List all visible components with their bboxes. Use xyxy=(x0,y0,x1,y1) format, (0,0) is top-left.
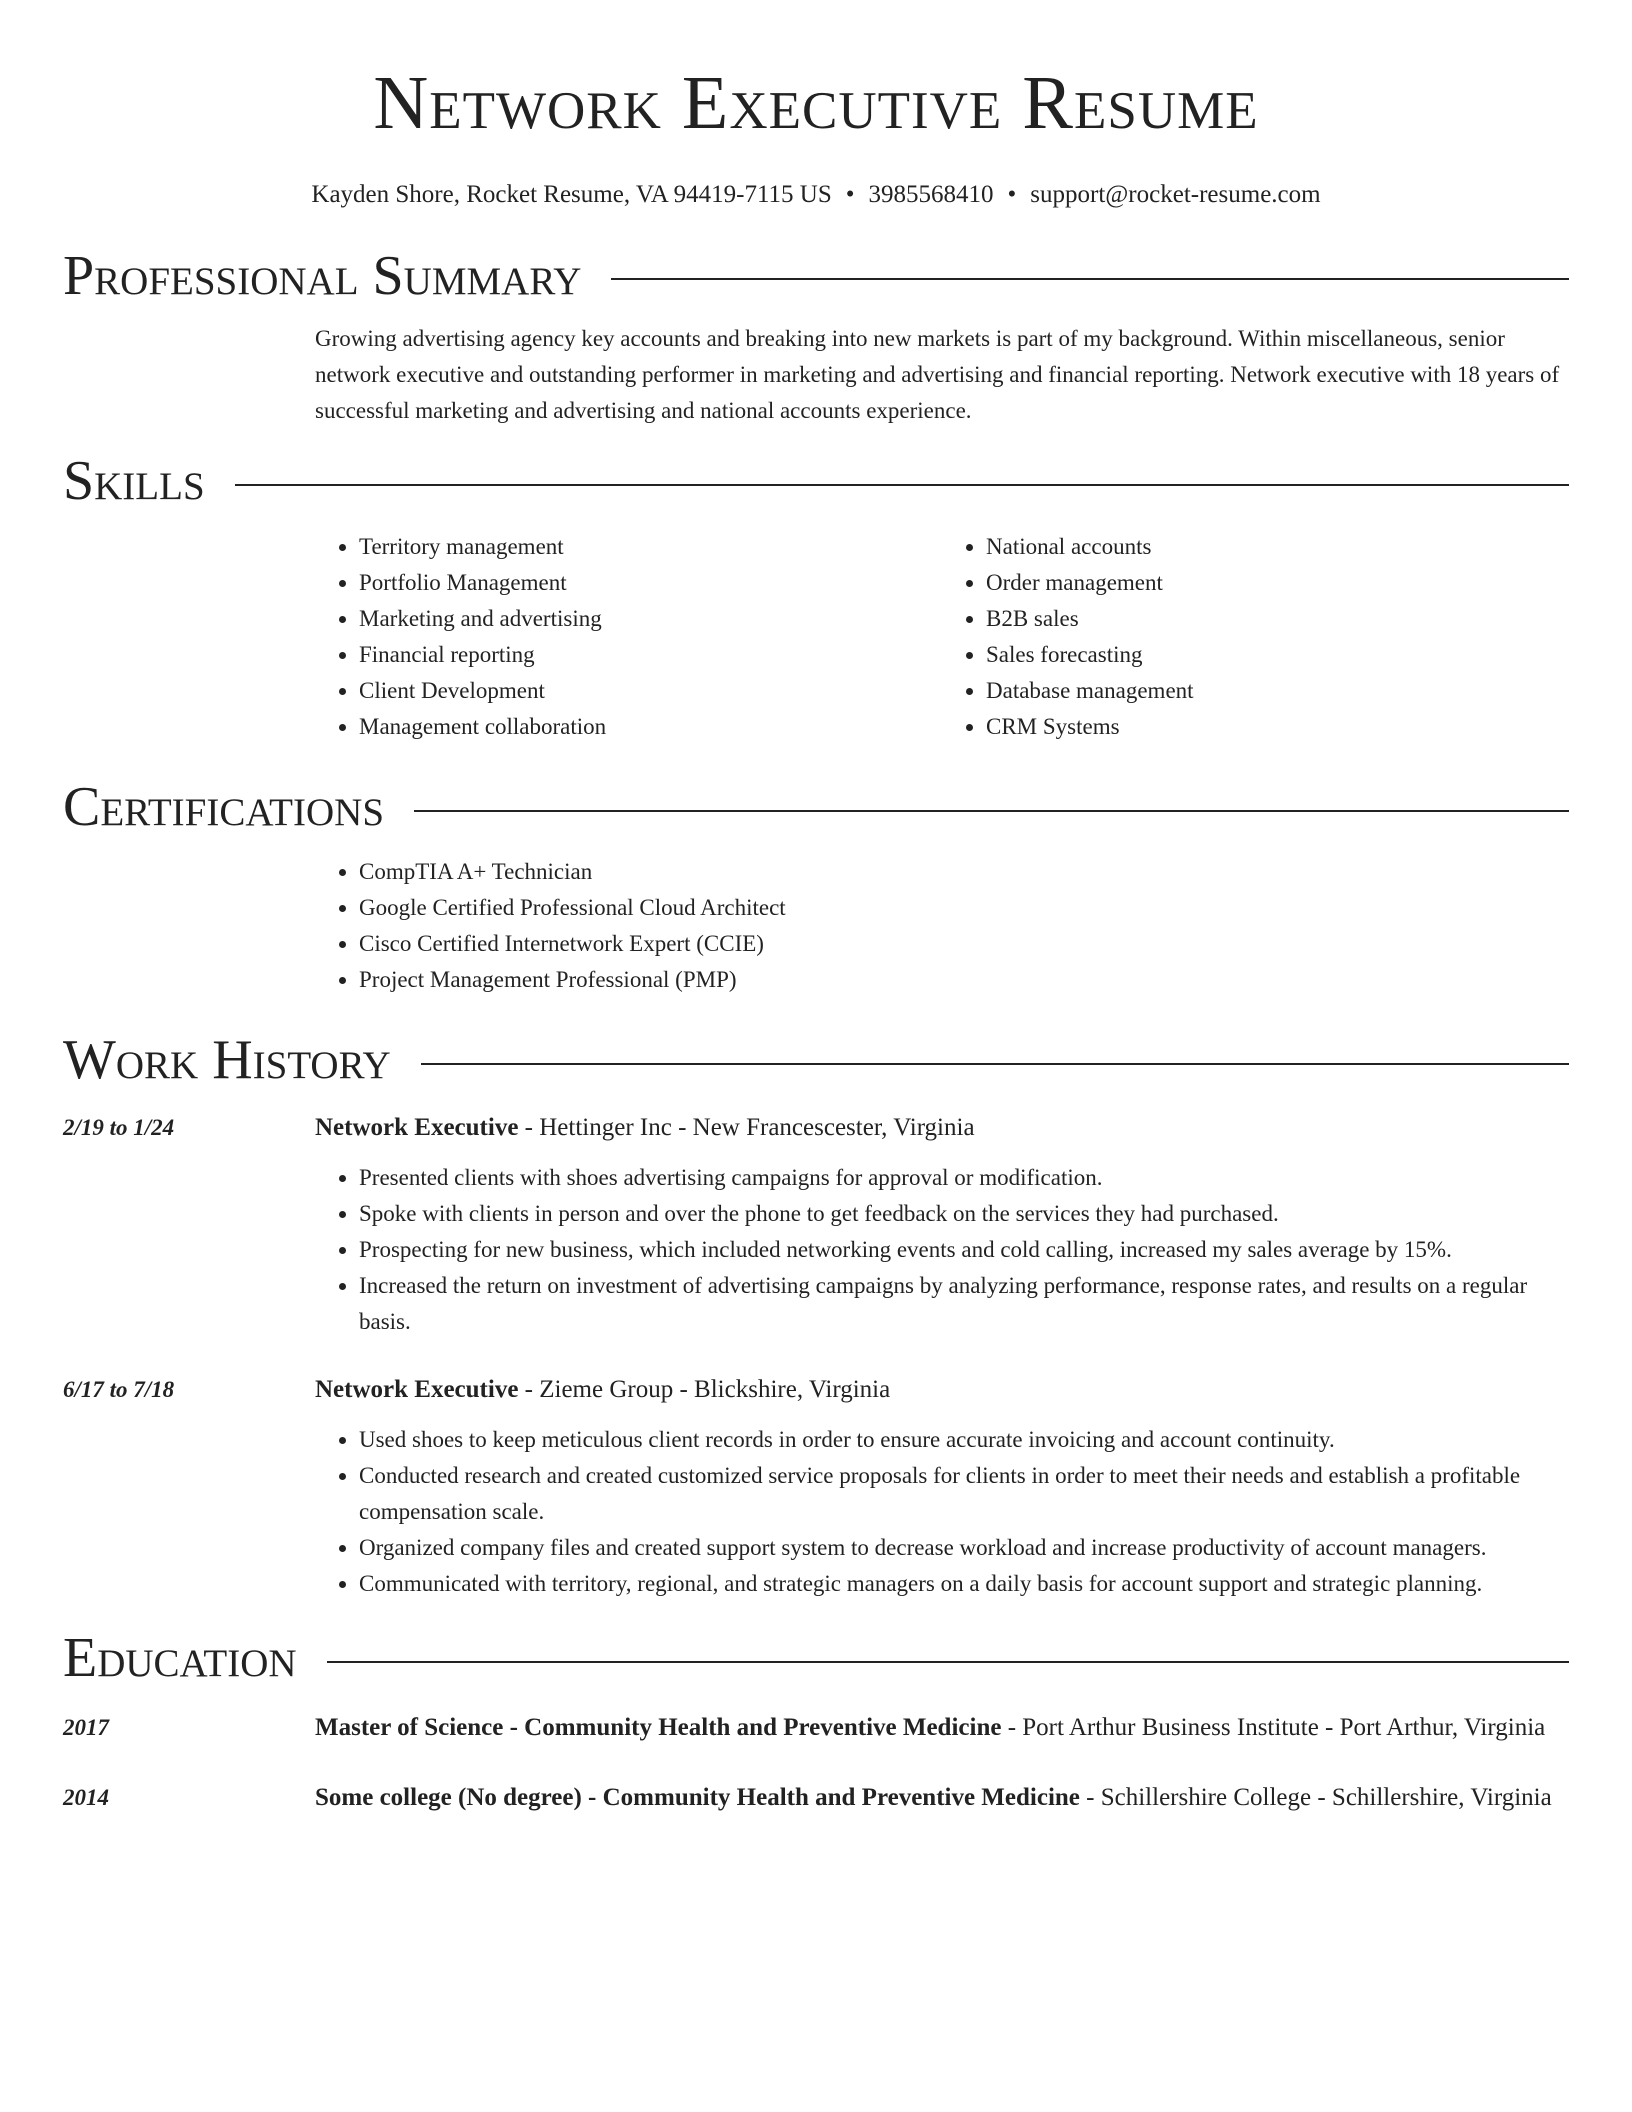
list-item: • Database management xyxy=(986,673,1569,709)
section-heading: Education xyxy=(63,1626,297,1689)
section-divider xyxy=(421,1063,1569,1065)
list-item: • Prospecting for new business, which included networking events and cold calling, increased my sales average by 15%. xyxy=(359,1232,1569,1268)
contact-line xyxy=(0,180,1632,210)
list-item: • Client Development xyxy=(359,673,942,709)
job-entry xyxy=(63,1370,1569,1602)
education-year: 2017 xyxy=(63,1714,109,1740)
list-item: • Organized company files and created support system to decrease workload and increase productivity of account managers. xyxy=(359,1530,1569,1566)
list-item: • National accounts xyxy=(986,529,1569,565)
list-item: • B2B sales xyxy=(986,601,1569,637)
contact-email: support@rocket-resume.com xyxy=(1030,180,1321,208)
job-entry xyxy=(63,1108,1569,1340)
section-divider xyxy=(414,810,1569,812)
job-content xyxy=(315,1108,1569,1340)
list-item: • Presented clients with shoes advertising campaigns for approval or modification. xyxy=(359,1160,1569,1196)
contact-address: Kayden Shore, Rocket Resume, VA 94419-7115 US xyxy=(311,180,832,208)
education-year: 2014 xyxy=(63,1784,109,1810)
list-item: • Increased the return on investment of advertising campaigns by analyzing performance, response rates, and results on a regular basis. xyxy=(359,1268,1569,1340)
list-item: • Marketing and advertising xyxy=(359,601,942,637)
job-dates: 2/19 to 1/24 xyxy=(63,1114,175,1140)
section-header xyxy=(63,451,1569,513)
education-school: - Schillershire College - Schillershire, Virginia xyxy=(1079,1783,1552,1811)
list-item: • Communicated with territory, regional, and strategic managers on a daily basis for account support and strategic planning. xyxy=(359,1566,1569,1602)
job-employer: - Zieme Group - Blickshire, Virginia xyxy=(518,1375,891,1403)
page-title: Network Executive Resume xyxy=(373,61,1259,145)
section-header xyxy=(63,1030,1569,1092)
education-school: - Port Arthur Business Institute - Port Arthur, Virginia xyxy=(1001,1713,1546,1741)
list-item: • Project Management Professional (PMP) xyxy=(359,962,1569,998)
list-item: • Management collaboration xyxy=(359,709,942,745)
list-item: • CompTIA A+ Technician xyxy=(359,854,1569,890)
work-history-section xyxy=(63,1030,1569,1602)
education-entry xyxy=(63,1708,1569,1748)
education-degree: Master of Science - Community Health and Preventive Medicine xyxy=(315,1713,1002,1741)
section-divider xyxy=(327,1661,1569,1663)
list-item: • Google Certified Professional Cloud Architect xyxy=(359,890,1569,926)
job-heading-line xyxy=(315,1108,1569,1148)
education-entry xyxy=(63,1778,1569,1818)
list-item: • Order management xyxy=(986,565,1569,601)
list-item: • Financial reporting xyxy=(359,637,942,673)
summary-section xyxy=(63,246,1569,430)
contact-separator: • xyxy=(845,180,855,208)
section-heading: Professional Summary xyxy=(63,244,582,307)
job-dates: 6/17 to 7/18 xyxy=(63,1376,175,1402)
list-item: • Territory management xyxy=(359,529,942,565)
job-title: Network Executive xyxy=(315,1113,519,1141)
contact-separator: • xyxy=(1007,180,1017,208)
list-item: • Used shoes to keep meticulous client records in order to ensure accurate invoicing and account continuity. xyxy=(359,1422,1569,1458)
section-divider xyxy=(611,278,1569,280)
certifications-section xyxy=(63,777,1569,999)
education-content xyxy=(315,1778,1569,1818)
job-content xyxy=(315,1370,1569,1602)
skills-list-left xyxy=(315,529,942,745)
section-heading: Skills xyxy=(63,450,205,513)
education-degree: Some college (No degree) - Community Health and Preventive Medicine xyxy=(315,1783,1080,1811)
list-item: • Conducted research and created customized service proposals for clients in order to meet their needs and establish a profitable compensation scale. xyxy=(359,1458,1569,1530)
list-item: • CRM Systems xyxy=(986,709,1569,745)
contact-phone: 3985568410 xyxy=(868,180,994,208)
skills-section xyxy=(63,451,1569,745)
list-item: • Sales forecasting xyxy=(986,637,1569,673)
education-content xyxy=(315,1708,1569,1748)
summary-text: Growing advertising agency key accounts and breaking into new markets is part of my background. Within miscellaneous, senior network executive and outstanding performer in marketing and advertising and financial reporting. Network executive with 18 years of successful marketing and advertising and national accounts experience. xyxy=(315,326,1560,424)
section-header xyxy=(63,1628,1569,1690)
job-bullets xyxy=(315,1160,1569,1340)
certifications-list xyxy=(315,854,1569,998)
education-section xyxy=(63,1628,1569,1818)
list-item: • Portfolio Management xyxy=(359,565,942,601)
job-heading-line xyxy=(315,1370,1569,1410)
list-item: • Cisco Certified Internetwork Expert (CCIE) xyxy=(359,926,1569,962)
section-header xyxy=(63,246,1569,308)
job-title: Network Executive xyxy=(315,1375,519,1403)
section-heading: Work History xyxy=(63,1029,391,1092)
skills-list-right xyxy=(942,529,1569,745)
section-divider xyxy=(235,484,1569,486)
job-bullets xyxy=(315,1422,1569,1602)
skills-columns xyxy=(315,529,1569,745)
list-item: • Spoke with clients in person and over the phone to get feedback on the services they had purchased. xyxy=(359,1196,1569,1232)
job-employer: - Hettinger Inc - New Francescester, Virginia xyxy=(518,1113,975,1141)
section-header xyxy=(63,777,1569,839)
section-heading: Certifications xyxy=(63,775,385,838)
